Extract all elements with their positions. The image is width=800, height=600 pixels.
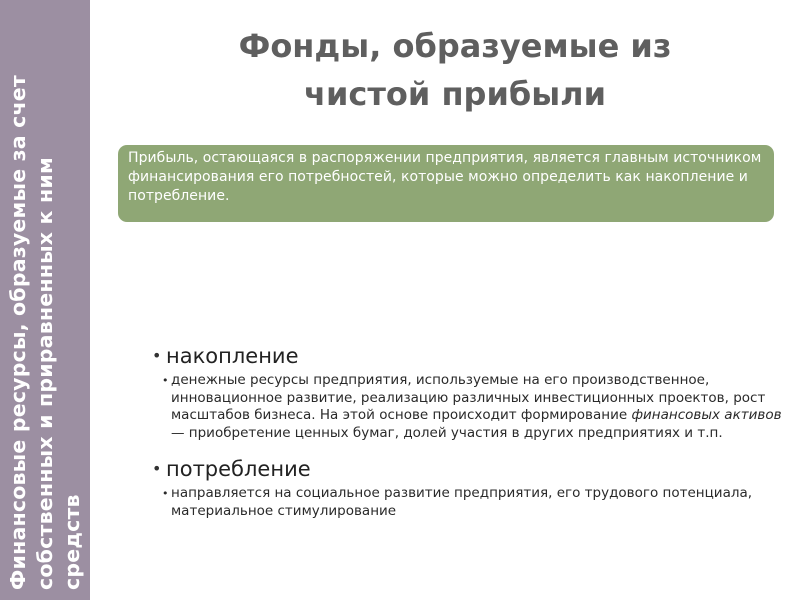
intro-box-text: Прибыль, остающаяся в распоряжении предприятия, является главным источником финансирования его потребностей, которые можно определить как накопление и потребление. — [128, 150, 762, 204]
side-banner — [0, 0, 90, 600]
bullet-detail-consumption: • направляется на социальное развитие предприятия, его трудового потенциала, материальное стимулирование — [152, 485, 792, 520]
detail-text-start: денежные ресурсы предприятия, используемые на его производственное, инновационное развитие, реализацию различных инвестиционных проектов, рост масштабов бизнеса. На этой основе происходит формирование — [171, 372, 766, 423]
bullet-heading-consumption: • потребление — [152, 455, 792, 483]
emphasis-term: финансовых активов — [631, 407, 782, 423]
intro-box — [118, 145, 774, 222]
bullet-detail-accumulation — [152, 372, 792, 442]
slide-title: Фонды, образуемые из чистой прибыли — [238, 27, 672, 113]
bullet-list — [152, 342, 792, 520]
detail-text-end: — приобретение ценных бумаг, долей участия в других предприятиях и т.п. — [171, 424, 723, 441]
bullet-group-consumption — [152, 455, 792, 520]
bullet-group-accumulation — [152, 342, 792, 442]
side-banner-text: Финансовые ресурсы, образуемые за счет собственных и приравненных к ним средств — [6, 75, 84, 590]
bullet-heading-accumulation: • накопление — [152, 342, 792, 370]
